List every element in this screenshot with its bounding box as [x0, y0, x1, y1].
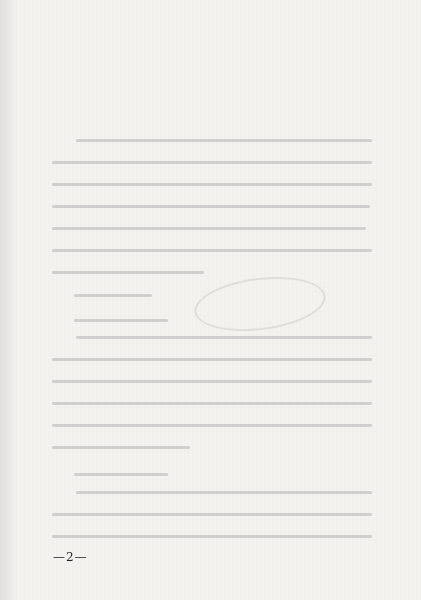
text-line-placeholder [76, 336, 372, 339]
text-line-placeholder [76, 139, 372, 142]
subsection-2-paragraph [52, 481, 376, 547]
text-line-placeholder [52, 358, 372, 361]
text-line-placeholder [52, 535, 372, 538]
intro-line [52, 217, 376, 239]
text-line-placeholder [52, 513, 372, 516]
intro-line [52, 261, 376, 283]
page-number: —2— [53, 550, 88, 564]
text-line-placeholder [52, 227, 366, 230]
intro-paragraph [52, 129, 376, 283]
scan-shadow [0, 0, 18, 600]
text-line-placeholder [52, 402, 372, 405]
text-line-placeholder [52, 183, 372, 186]
subsection-1-line [52, 392, 376, 414]
subsection-1-line [52, 414, 376, 436]
subsection-2-line [52, 503, 376, 525]
subsection-2-line [52, 525, 376, 547]
subsection-1-line [52, 436, 376, 458]
subsection-1-line [52, 326, 376, 348]
subsection-1-line [52, 370, 376, 392]
heading-placeholder [74, 294, 152, 297]
intro-line [52, 195, 376, 217]
text-line-placeholder [52, 380, 372, 383]
heading-placeholder [74, 473, 168, 476]
text-line-placeholder [52, 446, 190, 449]
intro-line [52, 239, 376, 261]
heading-placeholder [74, 319, 168, 322]
intro-line [52, 129, 376, 151]
text-line-placeholder [52, 205, 370, 208]
intro-line [52, 173, 376, 195]
text-line-placeholder [52, 271, 204, 274]
text-line-placeholder [52, 424, 372, 427]
subsection-1-line [52, 348, 376, 370]
subsection-2-line [52, 481, 376, 503]
text-line-placeholder [76, 491, 372, 494]
subsection-1-paragraph [52, 326, 376, 458]
text-line-placeholder [52, 161, 372, 164]
text-line-placeholder [52, 249, 372, 252]
intro-line [52, 151, 376, 173]
